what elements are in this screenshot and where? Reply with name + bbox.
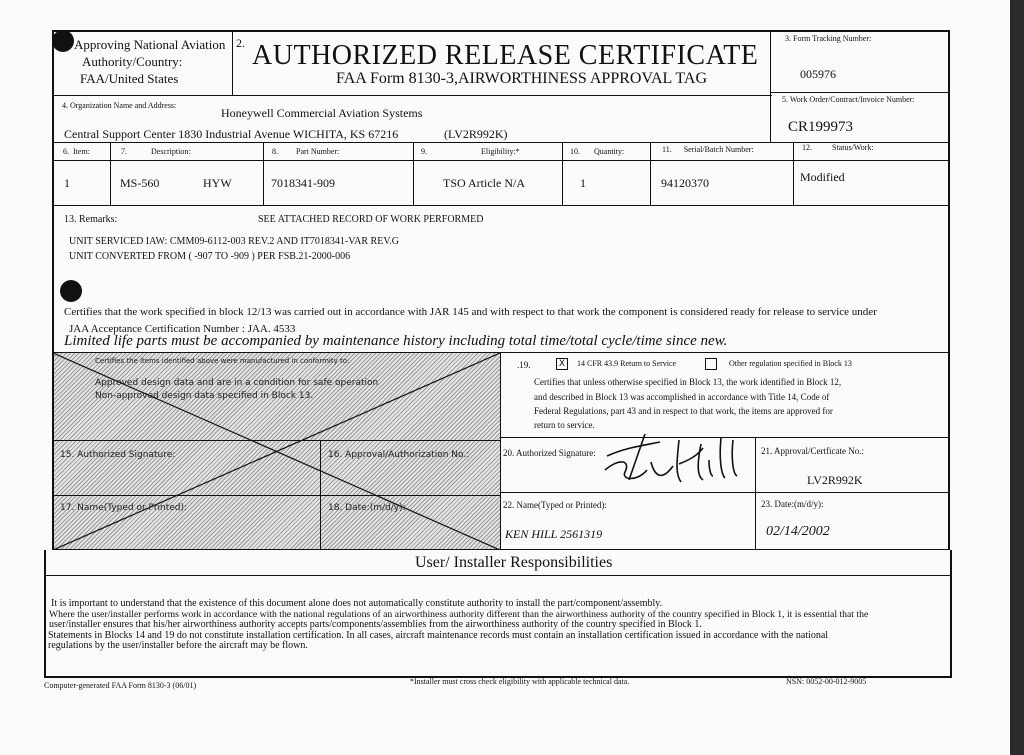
- block1-authority-line2: Authority/Country:: [82, 54, 183, 69]
- return-to-service-checkbox[interactable]: X: [556, 358, 568, 370]
- remarks-jaa-number: JAA Acceptance Certification Number : JAA. 4533: [69, 323, 296, 335]
- block14-line3: Non-approved design data specified in Block 13.: [95, 391, 314, 401]
- block15-label: 15. Authorized Signature:: [60, 450, 176, 460]
- block4-label: 4. Organization Name and Address:: [62, 101, 177, 110]
- col-item-header: 6. Item:: [63, 147, 90, 156]
- responsibilities-p2b: user/installer ensures that his/her airworthiness authority accepts parts/components/assemblies from the airworthiness authority of the country specified in Block 1.: [49, 619, 702, 630]
- block20-label: 20. Authorized Signature:: [503, 448, 596, 458]
- col-quantity-header: 10. Quantity:: [570, 147, 625, 156]
- block19-text-line3: Federal Regulations, part 43 and in respect to that work, the items are approved for: [534, 406, 833, 416]
- scanner-edge: [1010, 0, 1024, 755]
- hole-punch-top: [52, 30, 74, 52]
- item-quantity: 1: [580, 176, 586, 190]
- block2-number: 2.: [236, 36, 245, 50]
- block18-label: 18. Date:(m/d/y):: [328, 503, 406, 513]
- item-eligibility: TSO Article N/A: [443, 176, 525, 190]
- block3-label: 3. Form Tracking Number:: [785, 34, 872, 43]
- col-part-number-header: 8. Part Number:: [272, 147, 340, 156]
- remarks-header: SEE ATTACHED RECORD OF WORK PERFORMED: [258, 214, 484, 225]
- tracking-number: 005976: [800, 67, 836, 81]
- block19-number: .19.: [517, 360, 531, 370]
- responsibilities-p3b: regulations by the user/installer before the aircraft may be flown.: [48, 640, 308, 651]
- block14-line2: Approved design data and are in a condition for safe operation: [95, 378, 379, 388]
- remarks-line1: UNIT SERVICED IAW: CMM09-6112-003 REV.2 AND IT7018341-VAR REV.G: [69, 236, 399, 247]
- block1-authority-line1: Approving National Aviation: [74, 37, 226, 52]
- col-status-header: 12. Status/Work:: [802, 143, 874, 152]
- remarks-certification: Certifies that the work specified in block 12/13 was carried out in accordance with JAR 145 and with respect to that work the component is considered ready for release to service under: [64, 306, 877, 318]
- footer-form-id: Computer-generated FAA Form 8130-3 (06/01): [44, 681, 197, 690]
- block16-label: 16. Approval/Authorization No.:: [328, 450, 470, 460]
- col-serial-header: 11. Serial/Batch Number:: [662, 145, 754, 154]
- block1-authority-value: FAA/United States: [80, 71, 179, 86]
- item-description: MS-560: [120, 176, 160, 190]
- organization-address: Central Support Center 1830 Industrial Avenue WICHITA, KS 67216: [64, 127, 399, 141]
- block23-label: 23. Date:(m/d/y):: [761, 499, 824, 509]
- work-order-number: CR199973: [788, 119, 854, 135]
- organization-name: Honeywell Commercial Aviation Systems: [221, 106, 423, 120]
- authorized-signature-image: [585, 430, 745, 490]
- col-eligibility-header: 9. Eligibility:*: [421, 147, 520, 156]
- item-description-suffix: HYW: [203, 176, 232, 190]
- block19-text-line2: and described in Block 13 was accomplished in accordance with Title 14, Code of: [534, 392, 830, 402]
- responsibilities-p3a: Statements in Blocks 14 and 19 do not constitute installation certification. In all cases, aircraft maintenance records must contain an installation certification issued in accordance with the national: [48, 630, 829, 641]
- other-regulation-label: Other regulation specified in Block 13: [729, 359, 852, 368]
- form-subtitle: FAA Form 8130-3,AIRWORTHINESS APPROVAL TAG: [336, 70, 707, 87]
- item-part-number: 7018341-909: [271, 176, 335, 190]
- approval-certificate-number: LV2R992K: [807, 473, 863, 487]
- item-serial-number: 94120370: [661, 176, 709, 190]
- organization-cert-ref: (LV2R992K): [444, 127, 508, 141]
- block14-line1: Certifies the items identified above were manufactured in conformity to:: [95, 357, 350, 365]
- footer-nsn: NSN: 0052-00-012-9005: [786, 677, 867, 686]
- hole-punch-middle: [60, 280, 82, 302]
- block13-label: 13. Remarks:: [64, 214, 118, 225]
- block17-label: 17. Name(Typed or Printed):: [60, 503, 188, 513]
- block5-label: 5. Work Order/Contract/Invoice Number:: [782, 95, 915, 104]
- block21-label: 21. Approval/Certficate No.:: [761, 446, 864, 456]
- responsibilities-p1: It is important to understand that the existence of this document alone does not automatically constitute authority to install the part/component/assembly.: [51, 598, 663, 609]
- responsibilities-p2a: Where the user/installer performs work in accordance with the national regulations of an airworthiness authority different than the airworthiness authority of the country specified in Block 1, it is essential that the: [49, 609, 869, 620]
- responsibilities-title: User/ Installer Responsibilities: [415, 554, 613, 571]
- col-description-header: 7. Description:: [121, 147, 191, 156]
- signer-name: KEN HILL 2561319: [505, 527, 603, 541]
- signature-date: 02/14/2002: [766, 524, 830, 539]
- item-status: Modified: [800, 170, 845, 184]
- block19-text-line1: Certifies that unless otherwise specified in Block 13, the work identified in Block 12,: [534, 377, 842, 387]
- remarks-limited-life: Limited life parts must be accompanied by maintenance history including total time/total cycle/time since new.: [64, 333, 728, 349]
- return-to-service-label: 14 CFR 43.9 Return to Service: [577, 359, 677, 368]
- form-title: AUTHORIZED RELEASE CERTIFICATE: [252, 40, 759, 71]
- remarks-line2: UNIT CONVERTED FROM ( -907 TO -909 ) PER FSB.21-2000-006: [69, 251, 351, 262]
- footer-eligibility-note: *Installer must cross check eligibility with applicable technical data.: [410, 677, 630, 686]
- item-number: 1: [64, 176, 70, 190]
- block19-text-line4: return to service.: [534, 420, 595, 430]
- other-regulation-checkbox[interactable]: [705, 358, 717, 370]
- block22-label: 22. Name(Typed or Printed):: [503, 500, 607, 510]
